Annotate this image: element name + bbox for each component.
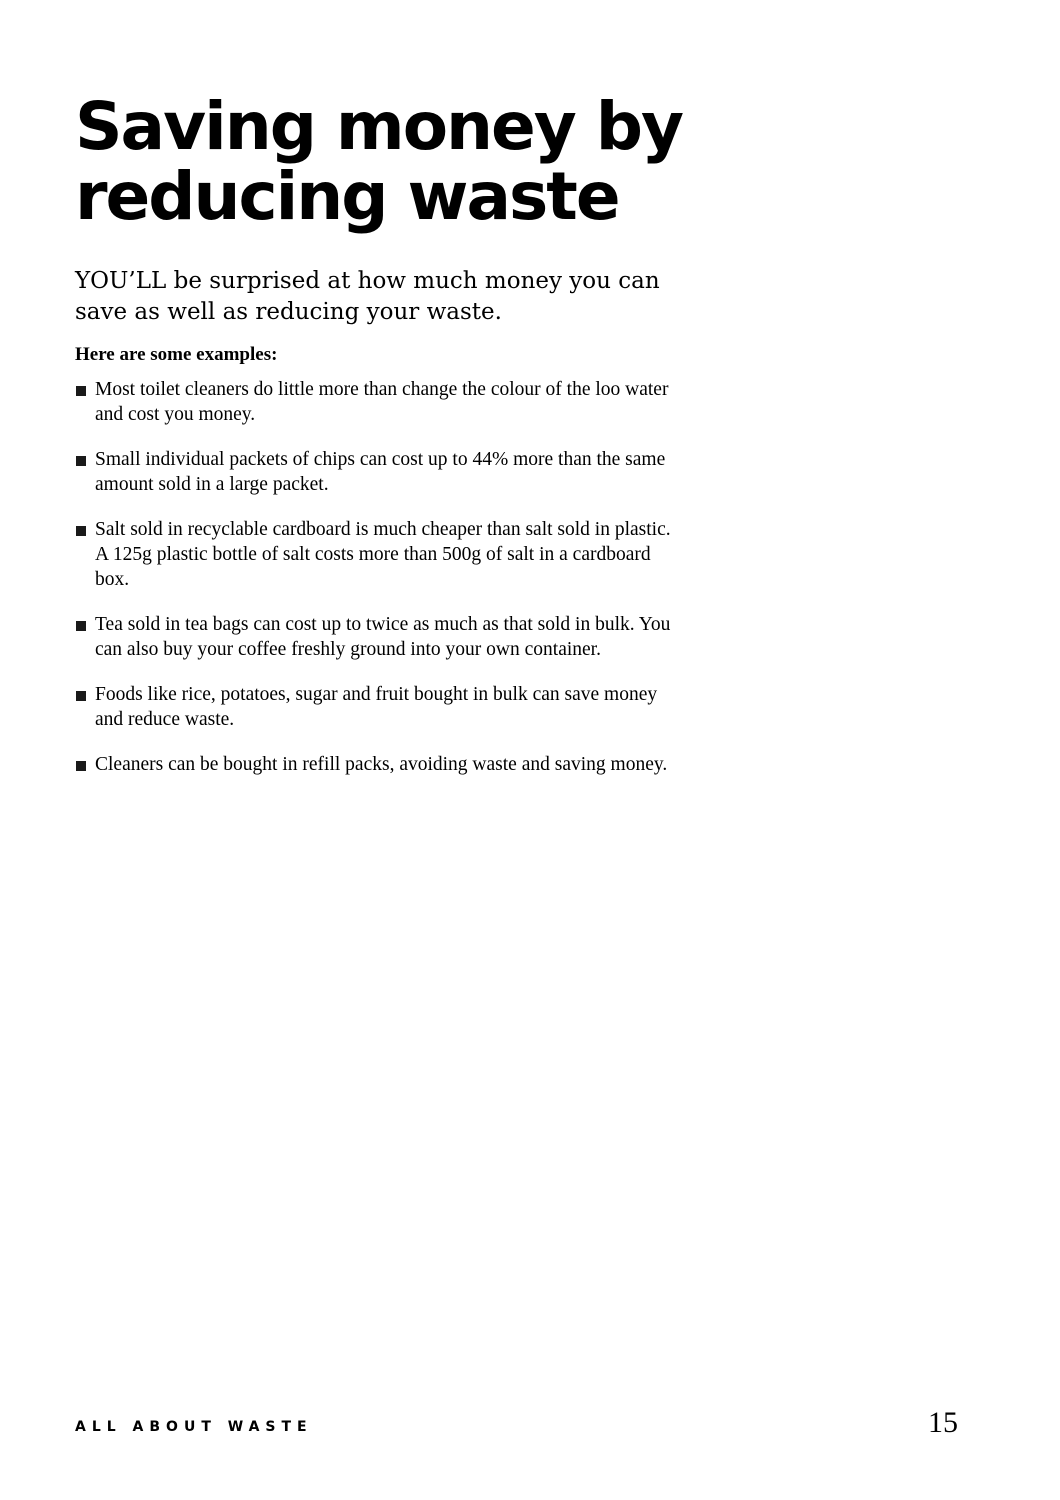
- examples-list: [75, 377, 675, 797]
- examples-heading: Here are some examples:: [75, 344, 278, 365]
- square-bullet-icon: [76, 761, 86, 771]
- list-item: [75, 752, 675, 777]
- intro-paragraph: YOU’LL be surprised at how much money you can save as well as reducing your waste.: [75, 268, 660, 325]
- list-item: [75, 682, 675, 732]
- square-bullet-icon: [76, 691, 86, 701]
- footer-label: ALL ABOUT WASTE: [75, 1419, 313, 1435]
- list-item: [75, 377, 675, 427]
- square-bullet-icon: [76, 621, 86, 631]
- square-bullet-icon: [76, 526, 86, 536]
- square-bullet-icon: [76, 456, 86, 466]
- square-bullet-icon: [76, 386, 86, 396]
- list-item-text: Salt sold in recyclable cardboard is much cheaper than salt sold in plastic. A 125g plastic bottle of salt costs more than 500g of salt in a cardboard box.: [95, 519, 671, 590]
- list-item: [75, 517, 675, 592]
- page-title: Saving money by reducing waste: [75, 88, 683, 235]
- list-item-text: Foods like rice, potatoes, sugar and fruit bought in bulk can save money and reduce waste.: [95, 684, 658, 730]
- list-item: [75, 612, 675, 662]
- list-item-text: Small individual packets of chips can cost up to 44% more than the same amount sold in a large packet.: [95, 449, 666, 495]
- list-item-text: Cleaners can be bought in refill packs, avoiding waste and saving money.: [95, 754, 668, 775]
- list-item: [75, 447, 675, 497]
- list-item-text: Most toilet cleaners do little more than change the colour of the loo water and cost you money.: [95, 379, 669, 425]
- list-item-text: Tea sold in tea bags can cost up to twice as much as that sold in bulk. You can also buy your coffee freshly ground into your own container.: [95, 614, 671, 660]
- page-number: 15: [928, 1406, 958, 1439]
